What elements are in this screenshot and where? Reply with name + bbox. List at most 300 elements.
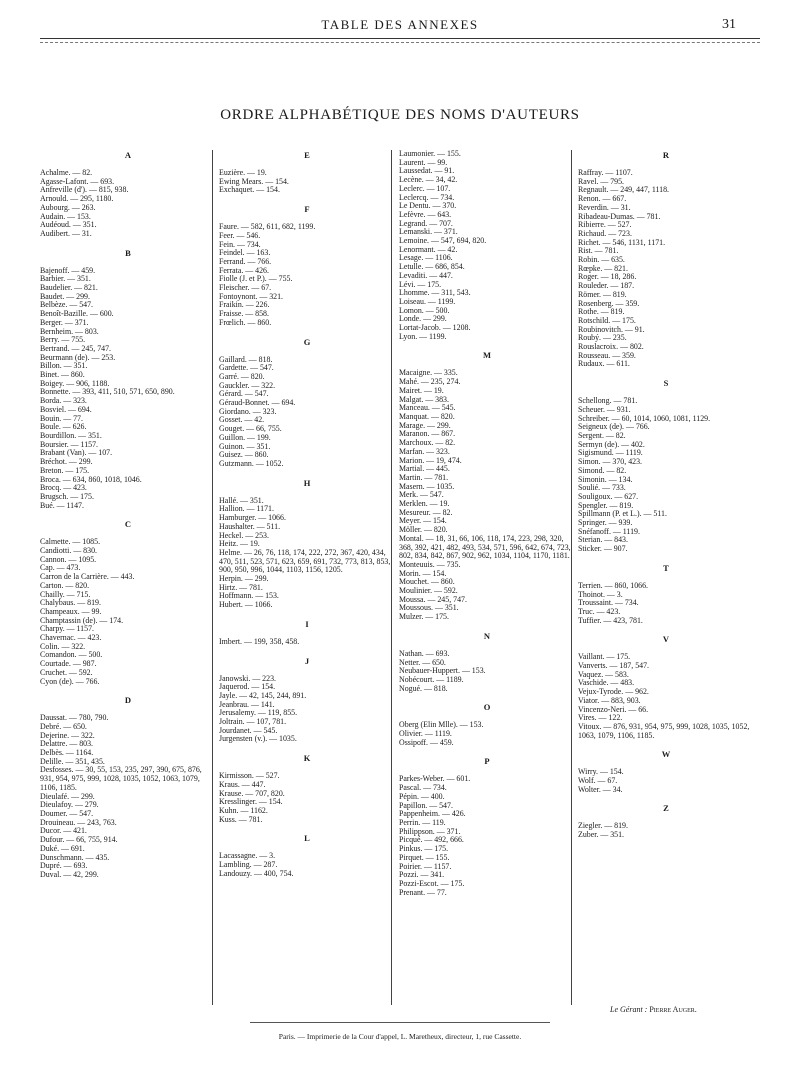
author-entry: Audéoud. — 351. <box>40 221 97 230</box>
author-entry: Hubert. — 1066. <box>219 601 273 610</box>
section-letter: N <box>483 630 491 641</box>
author-entry: Delbès. — 1164. <box>40 749 94 758</box>
author-entry: Londe. — 299. <box>399 315 447 324</box>
author-entry: Jurgensten (v.). — 1035. <box>219 735 297 744</box>
section-letter: J <box>304 655 310 666</box>
author-entry: Sergent. — 82. <box>578 431 626 440</box>
author-entry: Barbier. — 351. <box>40 275 91 284</box>
index-column-4 <box>578 150 754 840</box>
author-entry: Faure. — 582, 611, 682, 1199. <box>219 223 316 232</box>
index-column-2 <box>219 150 395 878</box>
author-entry: Leclerc. — 107. <box>399 184 451 193</box>
gerant-label: Le Gérant : <box>610 1005 648 1014</box>
author-entry: Maranon. — 867. <box>399 430 456 439</box>
author-entry: Kresslinger. — 154. <box>219 798 283 807</box>
author-entry: Ribadeau-Dumas. — 781. <box>578 212 661 221</box>
author-entry: Vaillant. — 175. <box>578 653 631 662</box>
author-entry: Audain. — 153. <box>40 212 91 221</box>
author-entry: Gauckler. — 322. <box>219 381 276 390</box>
author-entry: Jayle. — 42, 145, 244, 891. <box>219 691 307 700</box>
author-entry: Thoinot. — 3. <box>578 590 623 599</box>
author-entry: Candiotti. — 830. <box>40 547 97 556</box>
index-column-3 <box>399 150 575 897</box>
author-entry: Wolter. — 34. <box>578 785 623 794</box>
author-entry: Ferrand. — 766. <box>219 257 272 266</box>
author-entry: Nobécourt. — 1189. <box>399 675 464 684</box>
author-entry: Doumer. — 547. <box>40 810 94 818</box>
section-gap <box>219 610 395 619</box>
author-entry: Hamburger. — 1066. <box>219 514 286 523</box>
author-entry: Richaud. — 723. <box>578 229 632 238</box>
author-entry: Schreiber. — 60, 1014, 1060, 1081, 1129. <box>578 414 711 423</box>
author-entry: Brugsch. — 175. <box>40 492 94 501</box>
author-entry: Vejux-Tyrode. — 962. <box>578 688 649 697</box>
author-entry: Troussaint. — 734. <box>578 599 639 608</box>
author-entry: Frœlich. — 860. <box>219 318 272 327</box>
author-entry: Baudet. — 299. <box>40 292 90 301</box>
index-section <box>219 744 395 824</box>
author-entry: Binet. — 860. <box>40 371 85 380</box>
page-number: 31 <box>722 17 736 32</box>
author-entry: Colin. — 322. <box>40 642 86 651</box>
author-entry: Dejerine. — 322. <box>40 731 95 740</box>
author-entry: Duké. — 691. <box>40 844 85 853</box>
author-entry: Delille. — 351, 435. <box>40 757 105 766</box>
author-entry: Jaquerod. — 154. <box>219 683 276 692</box>
author-entry: Fraisse. — 858. <box>219 310 269 319</box>
author-entry: Exchaquet. — 154. <box>219 186 280 195</box>
author-entry: Drouineau. — 243, 763. <box>40 818 117 827</box>
author-entry: Lemanski. — 371. <box>399 228 458 237</box>
author-entry: Lacassagne. — 3. <box>219 852 276 861</box>
author-entry: Laussedat. — 91. <box>399 167 455 176</box>
author-entry: Guisez. — 860. <box>219 451 269 460</box>
author-entry: Papillon. — 547. <box>399 801 453 810</box>
author-entry: Rœpke. — 821. <box>578 264 628 273</box>
author-entry: Hallion. — 1171. <box>219 505 274 514</box>
index-section <box>399 622 575 694</box>
index-section <box>40 686 216 879</box>
author-entry: Fleischer. — 67. <box>219 284 272 293</box>
author-entry: Boigey. — 906, 1188. <box>40 379 110 388</box>
author-entry: Parkes-Weber. — 601. <box>399 775 471 784</box>
author-entry: Viator. — 883, 903. <box>578 696 641 705</box>
index-section <box>399 693 575 747</box>
index-section <box>578 369 754 554</box>
section-letter: W <box>661 749 671 760</box>
author-entry: Perrin. — 119. <box>399 819 446 827</box>
author-entry: Mulzer. — 175. <box>399 613 449 622</box>
author-entry: Bourdillon. — 351. <box>40 431 102 440</box>
author-entry: Rouslacroix. — 802. <box>578 343 644 352</box>
index-section <box>40 510 216 686</box>
section-letter: P <box>484 756 490 767</box>
author-entry: Letulle. — 686, 854. <box>399 263 465 272</box>
author-entry: Römer. — 819. <box>578 290 627 299</box>
author-entry: Brabant (Van). — 107. <box>40 449 113 458</box>
author-entry: Sigismund. — 1119. <box>578 449 643 458</box>
author-entry: Broca. — 634, 860, 1018, 1046. <box>40 475 142 484</box>
author-entry: Ziegler. — 819. <box>578 822 628 831</box>
author-entry: Lenormant. — 42. <box>399 245 458 254</box>
index-section <box>578 554 754 626</box>
author-entry: Comandon. — 500. <box>40 651 103 660</box>
author-entry: Jeanbrau. — 141. <box>219 700 275 709</box>
author-entry: Sticker. — 907. <box>578 545 628 554</box>
author-entry: Pirquet. — 155. <box>399 853 450 862</box>
author-entry: Bouin. — 77. <box>40 414 83 423</box>
author-entry: Monteuuis. — 735. <box>399 560 461 569</box>
author-entry: Simonin. — 134. <box>578 475 633 484</box>
header-rule-dashed <box>40 42 760 43</box>
author-entry: Boule. — 626. <box>40 423 87 432</box>
author-entry: Jourdanet. — 545. <box>219 726 278 735</box>
index-section <box>219 647 395 745</box>
author-entry: Fontoynont. — 321. <box>219 292 284 301</box>
author-entry: Macaigne. — 335. <box>399 369 458 378</box>
author-entry: Giordano. — 323. <box>219 407 277 416</box>
section-gap <box>578 740 754 749</box>
index-section <box>578 794 754 839</box>
author-entry: Legrand. — 707. <box>399 219 453 228</box>
author-entry: Chalybaus. — 819. <box>40 599 101 608</box>
author-entry: Nathan. — 693. <box>399 649 450 658</box>
author-entry: Olivier. — 1119. <box>399 730 452 739</box>
author-entry: Masern. — 1035. <box>399 482 455 491</box>
author-entry: Chailly. — 715. <box>40 590 91 599</box>
author-entry: Simond. — 82. <box>578 466 627 475</box>
section-letter: T <box>663 562 669 573</box>
author-entry: Rousseau. — 359. <box>578 351 636 360</box>
author-entry: Bréchot. — 299. <box>40 458 93 467</box>
index-section <box>40 150 216 239</box>
section-gap <box>219 195 395 204</box>
section-letter: G <box>303 336 311 347</box>
index-section <box>219 469 395 610</box>
section-letter: L <box>304 833 310 844</box>
author-entry: Lesage. — 1106. <box>399 254 453 263</box>
author-entry: Ducor. — 421. <box>40 827 87 836</box>
index-section <box>578 740 754 794</box>
author-entry: Jerusalemy. — 119, 855. <box>219 709 298 718</box>
author-entry: Renon. — 667. <box>578 195 627 204</box>
author-entry: Joltrain. — 107, 781. <box>219 718 287 727</box>
author-entry: Merk. — 547. <box>399 491 444 500</box>
author-entry: Desfosses. — 30, 55, 153, 235, 297, 390, 675, 876, 931, 954, 975, 999, 1028, 1035, 1052, 1063, 1079, 1106, 1185. <box>40 766 202 792</box>
section-letter: K <box>303 753 311 764</box>
author-entry: Lambling. — 287. <box>219 861 278 870</box>
author-entry: Neubauer-Huppert. — 153. <box>399 667 486 676</box>
author-entry: Manquat. — 820. <box>399 412 455 421</box>
author-entry: Marage. — 299. <box>399 421 451 430</box>
author-entry: Calmette. — 1085. <box>40 538 101 547</box>
section-gap <box>40 686 216 695</box>
author-entry: Loiseau. — 1199. <box>399 297 456 306</box>
index-section <box>399 747 575 897</box>
author-entry: Vaschide. — 483. <box>578 679 635 688</box>
author-entry: Géraud-Bonnet. — 694. <box>219 399 296 408</box>
author-entry: Guillon. — 199. <box>219 433 271 442</box>
author-entry: Prenant. — 77. <box>399 888 447 897</box>
section-letter: O <box>483 702 491 713</box>
index-section <box>399 150 575 341</box>
author-entry: Spengler. — 819. <box>578 501 634 510</box>
author-entry: Bajenoff. — 459. <box>40 266 96 275</box>
author-entry: Richet. — 546, 1131, 1171. <box>578 238 666 247</box>
author-entry: Roubinovitch. — 91. <box>578 325 645 334</box>
author-entry: Delattre. — 803. <box>40 740 94 749</box>
author-entry: Vincenzo-Neri. — 66. <box>578 705 649 714</box>
author-entry: Laumonier. — 155. <box>399 150 461 158</box>
author-entry: Tuffier. — 423, 781. <box>578 616 643 625</box>
author-entry: Kraus. — 447. <box>219 780 266 789</box>
author-entry: Dunschmann. — 435. <box>40 853 110 862</box>
section-gap <box>40 239 216 248</box>
author-entry: Robin. — 635. <box>578 256 625 265</box>
author-entry: Landouzy. — 400, 754. <box>219 869 294 878</box>
author-entry: Vaquez. — 583. <box>578 670 629 679</box>
index-section <box>399 341 575 621</box>
author-entry: Courtade. — 987. <box>40 660 97 669</box>
author-entry: Moulinier. — 592. <box>399 587 458 596</box>
author-entry: Pinkus. — 175. <box>399 845 449 854</box>
author-entry: Scheuer. — 931. <box>578 405 631 414</box>
author-entry: Oberg (Elin Mlle). — 153. <box>399 721 484 730</box>
author-entry: Rouleder. — 187. <box>578 282 635 291</box>
author-entry: Belbèze. — 547. <box>40 301 94 310</box>
author-entry: Gérard. — 547. <box>219 390 269 399</box>
author-entry: Vanverts. — 187, 547. <box>578 662 650 671</box>
author-entry: Feer. — 546. <box>219 231 261 240</box>
author-entry: Pascal. — 734. <box>399 784 447 793</box>
author-entry: Vires. — 122. <box>578 714 623 723</box>
author-entry: Marion. — 19, 474. <box>399 456 462 465</box>
author-entry: Champtassin (de). — 174. <box>40 616 124 625</box>
author-entry: Raffray. — 1107. <box>578 169 633 177</box>
section-gap <box>219 744 395 753</box>
author-entry: Regnault. — 249, 447, 1118. <box>578 186 670 195</box>
author-entry: Ossipoff. — 459. <box>399 738 454 747</box>
author-entry: Kuhn. — 1162. <box>219 806 268 815</box>
author-entry: Lhomme. — 311, 543. <box>399 289 471 298</box>
author-entry: Benoît-Bazille. — 600. <box>40 310 114 319</box>
author-entry: Bernheim. — 803. <box>40 327 99 336</box>
author-entry: Lyon. — 1199. <box>399 332 447 341</box>
author-entry: Cap. — 473. <box>40 564 81 573</box>
author-entry: Levaditi. — 447. <box>399 271 453 280</box>
gerant-name: Pierre Auger. <box>649 1005 697 1014</box>
header-rule <box>40 38 760 39</box>
author-entry: Gaillard. — 818. <box>219 355 273 364</box>
section-gap <box>399 622 575 631</box>
author-entry: Debré. — 650. <box>40 722 87 731</box>
section-gap <box>578 369 754 378</box>
author-entry: Kirmisson. — 527. <box>219 772 280 781</box>
author-entry: Brocq. — 423. <box>40 484 87 493</box>
author-entry: Souligoux. — 627. <box>578 492 639 501</box>
section-letter: C <box>124 519 132 530</box>
author-entry: Achalme. — 82. <box>40 169 93 177</box>
author-entry: Champeaux. — 99. <box>40 607 102 616</box>
index-section <box>578 150 754 369</box>
section-letter: I <box>305 618 309 629</box>
author-entry: Helme. — 26, 76, 118, 174, 222, 272, 367, 420, 434, 470, 511, 523, 571, 623, 659, 691, 732, 773, 813, 853, 900, 950, 996, 1044, 1103, 1156, 1205. <box>219 548 391 575</box>
section-letter: B <box>125 247 131 258</box>
author-entry: Daussat. — 780, 790. <box>40 714 109 723</box>
header-title: TABLE DES ANNEXES <box>321 17 479 32</box>
printer-footer: Paris. — Imprimerie de la Cour d'appel, L. Maretheux, directeur, 1, rue Cassette. <box>278 1032 522 1041</box>
author-entry: Rosenberg. — 359. <box>578 299 640 308</box>
author-entry: Fraikin. — 226. <box>219 301 270 310</box>
section-gap <box>399 693 575 702</box>
author-entry: Manceau. — 545. <box>399 404 456 413</box>
author-entry: Roger. — 18, 286. <box>578 273 637 282</box>
author-entry: Gouget. — 66, 755. <box>219 425 282 434</box>
author-entry: Terrien. — 860, 1066. <box>578 581 649 590</box>
author-entry: Leclercq. — 734. <box>399 193 455 202</box>
author-entry: Nogué. — 818. <box>399 684 448 693</box>
author-entry: Berry. — 755. <box>40 336 86 345</box>
author-entry: Guinon. — 351. <box>219 442 271 451</box>
author-entry: Bonnette. — 393, 411, 510, 571, 650, 890. <box>40 388 175 397</box>
author-entry: Le Dentu. — 370. <box>399 202 457 211</box>
author-entry: Baudelier. — 821. <box>40 284 98 293</box>
footer-rule <box>250 1022 550 1023</box>
author-entry: Moussous. — 351. <box>399 604 459 613</box>
author-entry: Cannon. — 1095. <box>40 555 97 564</box>
author-entry: Dupré. — 693. <box>40 862 88 871</box>
author-entry: Moussa. — 245, 747. <box>399 595 467 604</box>
author-entry: Breton. — 175. <box>40 466 90 475</box>
section-gap <box>578 794 754 803</box>
section-letter: H <box>303 477 311 488</box>
author-entry: Dieulafoy. — 279. <box>40 801 99 810</box>
section-gap <box>399 341 575 350</box>
author-entry: Roubý. — 235. <box>578 334 627 343</box>
author-entry: Mouchet. — 860. <box>399 578 455 587</box>
author-entry: Carron de la Carrière. — 443. <box>40 573 135 582</box>
author-entry: Dieulafé. — 299. <box>40 792 95 801</box>
author-entry: Lemoine. — 547, 694, 820. <box>399 237 487 246</box>
author-entry: Snéfanoff. — 1119. <box>578 527 640 536</box>
author-entry: Boursier. — 1157. <box>40 440 99 449</box>
author-entry: Pozzi-Escot. — 175. <box>399 879 465 888</box>
author-entry: Seigneux (de). — 766. <box>578 423 650 432</box>
author-entry: Poirier. — 1157. <box>399 862 452 871</box>
author-entry: Martial. — 445. <box>399 465 450 474</box>
author-entry: Wirry. — 154. <box>578 768 624 777</box>
author-entry: Dufour. — 66, 755, 914. <box>40 836 118 845</box>
author-entry: Cyon (de). — 766. <box>40 677 100 686</box>
author-entry: Hirtz. — 781. <box>219 583 263 592</box>
author-entry: Rothe. — 819. <box>578 308 625 317</box>
author-entry: Euzière. — 19. <box>219 169 267 177</box>
author-entry: Arnould. — 295, 1180. <box>40 195 114 204</box>
author-entry: Rotschild. — 175. <box>578 316 636 325</box>
section-letter: F <box>304 204 310 215</box>
section-letter: R <box>662 150 670 160</box>
index-section <box>578 625 754 740</box>
index-section <box>219 195 395 327</box>
author-entry: Sterian. — 843. <box>578 536 628 545</box>
author-entry: Marfan. — 323. <box>399 447 450 456</box>
author-entry: Philippson. — 371. <box>399 827 461 836</box>
author-entry: Marchoux. — 82. <box>399 439 456 448</box>
author-entry: Schellong. — 781. <box>578 397 638 406</box>
main-title: ORDRE ALPHABÉTIQUE DES NOMS D'AUTEURS <box>220 107 580 123</box>
section-letter: M <box>482 350 492 361</box>
author-entry: Ravel. — 795. <box>578 177 625 186</box>
author-entry: Aubourg. — 263. <box>40 203 96 212</box>
section-gap <box>578 554 754 563</box>
author-entry: Heitz. — 19. <box>219 540 260 549</box>
author-entry: Gutzmann. — 1052. <box>219 459 284 468</box>
author-entry: Pappenheim. — 426. <box>399 810 466 819</box>
author-entry: Springer. — 939. <box>578 519 633 528</box>
author-entry: Fein. — 734. <box>219 240 261 249</box>
author-entry: Ferrata. — 426. <box>219 266 269 275</box>
author-entry: Rudaux. — 611. <box>578 360 630 369</box>
author-entry: Fiolle (J. et P.). — 755. <box>219 275 293 284</box>
author-entry: Bertrand. — 245, 747. <box>40 344 112 353</box>
author-entry: Kuss. — 781. <box>219 815 263 824</box>
author-entry: Lortat-Jacob. — 1208. <box>399 324 471 333</box>
author-entry: Mairet. — 19. <box>399 386 444 395</box>
author-entry: Agasse-Lafont. — 693. <box>40 177 115 186</box>
author-entry: Gosset. — 42. <box>219 416 265 425</box>
author-entry: Lévi. — 175. <box>399 280 442 289</box>
author-entry: Herpin. — 299. <box>219 575 269 584</box>
author-entry: Mesureur. — 82. <box>399 508 453 517</box>
author-entry: Ewing Mears. — 154. <box>219 177 289 186</box>
section-letter: A <box>124 150 132 160</box>
author-entry: Lomon. — 500. <box>399 306 450 315</box>
section-letter: Z <box>663 803 669 814</box>
author-entry: Audibert. — 31. <box>40 229 92 238</box>
index-column-1 <box>40 150 216 880</box>
section-gap <box>399 747 575 756</box>
author-entry: Hoffmann. — 153. <box>219 592 279 601</box>
section-gap <box>219 328 395 337</box>
author-entry: Vitoux. — 876, 931, 954, 975, 999, 1028, 1035, 1052, 1063, 1079, 1106, 1185. <box>578 722 750 740</box>
author-entry: Janowski. — 223. <box>219 674 276 683</box>
author-entry: Zuber. — 351. <box>578 831 625 840</box>
author-entry: Berger. — 371. <box>40 318 89 327</box>
author-entry: Billon. — 351. <box>40 362 88 371</box>
author-entry: Rist. — 781. <box>578 247 619 256</box>
author-entry: Duval. — 42, 299. <box>40 870 99 879</box>
section-gap <box>219 824 395 833</box>
author-entry: Mahé. — 235, 274. <box>399 378 461 387</box>
section-letter: S <box>663 378 669 389</box>
author-entry: Meyer. — 154. <box>399 517 447 526</box>
author-entry: Simon. — 370, 423. <box>578 458 643 467</box>
author-entry: Soulié. — 733. <box>578 484 626 493</box>
section-letter: V <box>662 634 670 645</box>
author-entry: Netter. — 650. <box>399 658 446 667</box>
author-entry: Bosviel. — 694. <box>40 405 92 414</box>
author-entry: Borda. — 323. <box>40 397 87 406</box>
author-entry: Ribierre. — 527. <box>578 221 632 230</box>
author-entry: Laurent. — 99. <box>399 158 448 167</box>
author-entry: Spillmann (P. et L.). — 511. <box>578 510 667 519</box>
index-section <box>219 150 395 195</box>
author-entry: Hallé. — 351. <box>219 496 264 505</box>
author-entry: Wolf. — 67. <box>578 777 618 786</box>
author-entry: Bué. — 1147. <box>40 501 84 510</box>
author-entry: Reverdin. — 31. <box>578 203 631 212</box>
author-entry: Malgat. — 383. <box>399 395 449 404</box>
